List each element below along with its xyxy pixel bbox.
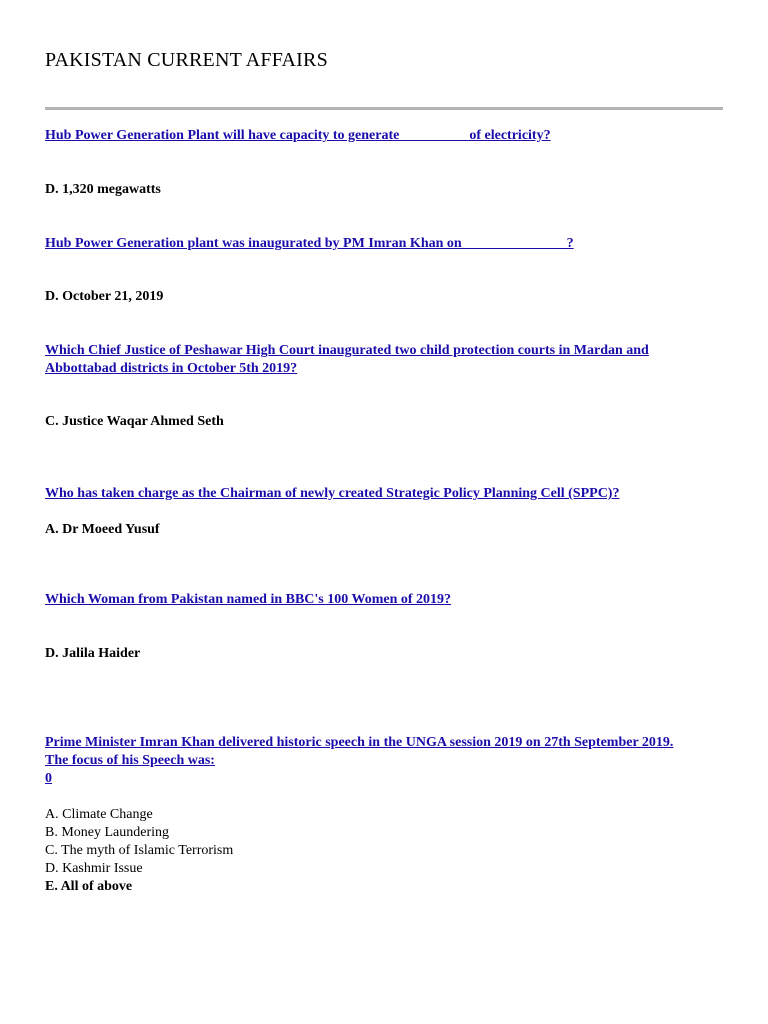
question-text: The focus of his Speech was: [45, 753, 215, 768]
option-item: C. The myth of Islamic Terrorism [45, 843, 234, 858]
question-link-1[interactable] [45, 127, 725, 145]
horizontal-divider [45, 107, 723, 110]
question-link-6[interactable] [45, 734, 725, 788]
option-item: B. Money Laundering [45, 825, 170, 840]
question-link-2[interactable] [45, 235, 725, 253]
page-title: PAKISTAN CURRENT AFFAIRS [45, 49, 328, 71]
option-item: A. Climate Change [45, 807, 153, 822]
answer-5: D. Jalila Haider [45, 646, 141, 661]
question-text: 0 [45, 771, 52, 786]
question-link-5[interactable] [45, 591, 725, 609]
question-text: Who has taken charge as the Chairman of newly created Strategic Policy Planning Cell (SPPC)? [45, 486, 620, 501]
question-link-4[interactable] [45, 485, 725, 503]
question-text: Hub Power Generation Plant will have capacity to generate _________ of electricity? [45, 128, 551, 143]
answer-1: D. 1,320 megawatts [45, 182, 161, 197]
answer-2: D. October 21, 2019 [45, 289, 164, 304]
options-list [45, 806, 233, 896]
option-item: D. Kashmir Issue [45, 861, 143, 876]
answer-3: C. Justice Waqar Ahmed Seth [45, 414, 224, 429]
correct-option: E. All of above [45, 879, 133, 894]
question-text: Prime Minister Imran Khan delivered historic speech in the UNGA session 2019 on 27th September 2019. [45, 735, 674, 750]
question-text: Which Woman from Pakistan named in BBC's 100 Women of 2019? [45, 592, 452, 607]
question-text: Which Chief Justice of Peshawar High Court inaugurated two child protection courts in Mardan and [45, 343, 649, 358]
question-text: Hub Power Generation plant was inaugurated by PM Imran Khan on_______________? [45, 236, 574, 251]
answer-4: A. Dr Moeed Yusuf [45, 522, 160, 537]
question-text: Abbottabad districts in October 5th 2019? [45, 361, 298, 376]
question-link-3[interactable] [45, 342, 725, 378]
